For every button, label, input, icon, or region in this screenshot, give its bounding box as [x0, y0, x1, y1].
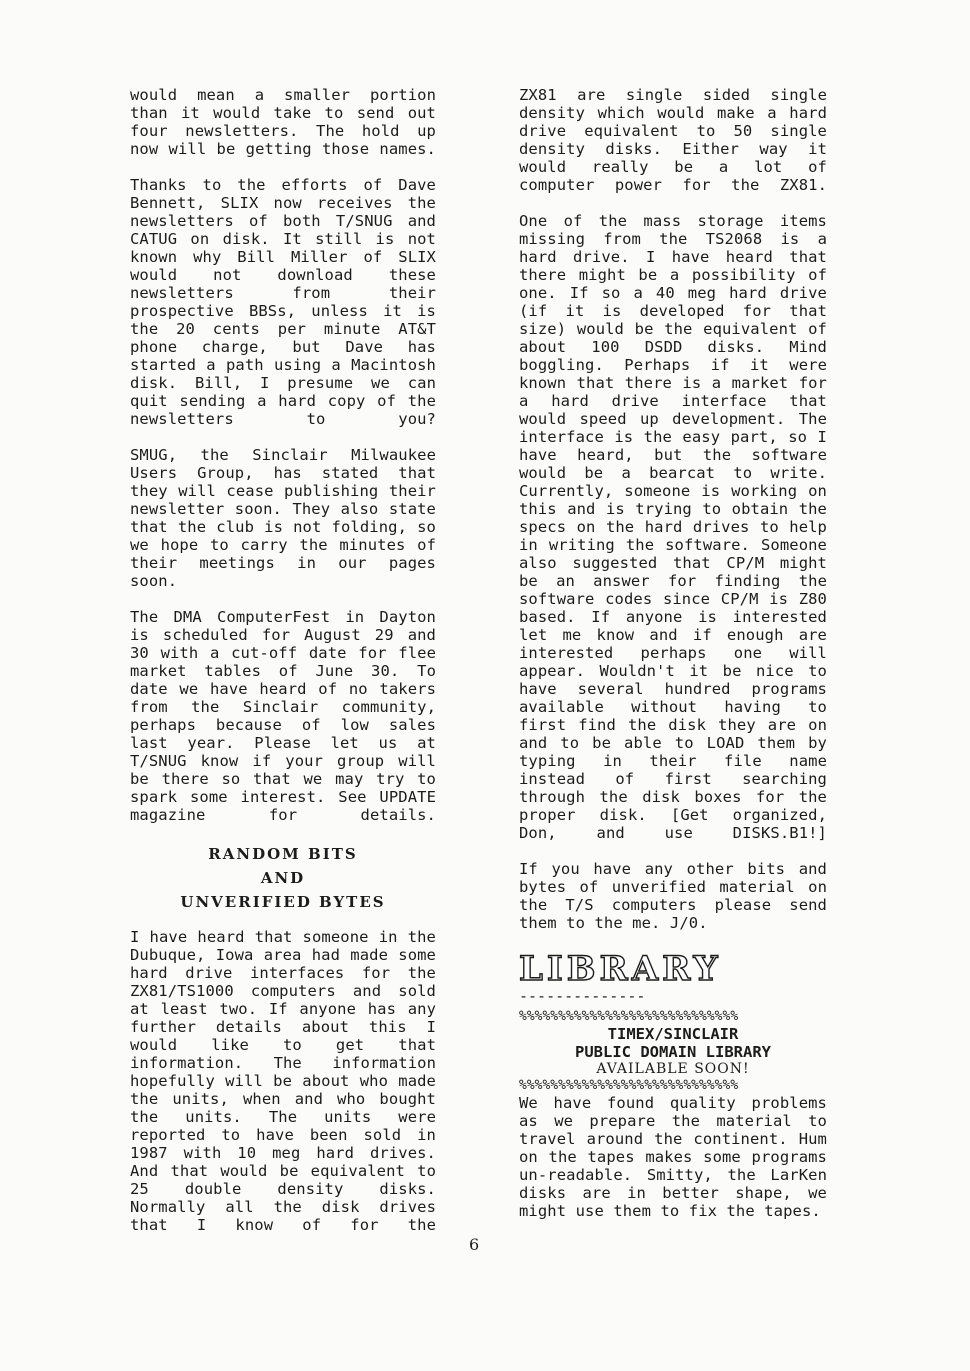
- dash-rule: --------------: [519, 987, 646, 1005]
- section-heading-line2: AND: [260, 869, 306, 887]
- library-heading-line1: TIMEX/SINCLAIR: [607, 1025, 739, 1043]
- percent-rule-bottom: %%%%%%%%%%%%%%%%%%%%%%%%%%%%: [519, 1078, 739, 1093]
- page-number: 6: [469, 1235, 480, 1254]
- paragraph-dubuque-hard-drive: I have heard that someone in the Dubuque, Iowa area had made some hard drive interfaces for the ZX81/TS1000 computers and sold at least two. If anyone has any further details about this I would like to get that information. The information hopefully will be about who made the units, when and who bought the units. The units were reported to have been sold in 1987 with 10 meg hard drives. And that would be equivalent to 25 double density disks. Normally all the disk drives that I know of for the: [130, 928, 436, 1234]
- section-heading-line1: RANDOM BITS: [208, 845, 358, 863]
- section-heading-line3: UNVERIFIED BYTES: [180, 893, 386, 911]
- paragraph-unverified-material: If you have any other bits and bytes of unverified material on the T/S computers please send them to the me. J/0.: [519, 860, 827, 932]
- paragraph-dma-computerfest: The DMA ComputerFest in Dayton is scheduled for August 29 and 30 with a cut-off date for flee market tables of June 30. To date we have heard of no takers from the Sinclair community, perhaps because of low sales last year. Please let us at T/SNUG know if your group will be there so that we may try to spark some interest. See UPDATE magazine for details.: [130, 608, 436, 824]
- percent-rule-top: %%%%%%%%%%%%%%%%%%%%%%%%%%%%: [519, 1009, 739, 1024]
- paragraph-ts2068-hard-drive: One of the mass storage items missing from the TS2068 is a hard drive. I have heard that there might be a possibility of one. If so a 40 meg hard drive (if it is developed for that size) would be the equivalent of about 100 DSDD disks. Mind boggling. Perhaps if it were known that there is a market for a hard drive interface that would speed up development. The interface is the easy part, so I have heard, but the software would be a bearcat to write. Currently, someone is working on this and is trying to obtain the specs on the hard drives to help in writing the software. Someone also suggested that CP/M might be an answer for finding the software codes since CP/M is Z80 based. If anyone is interested let me know and if enough are interested perhaps one will appear. Wouldn't it be nice to have several hundred programs available without having to first find the disk they are on and to be able to LOAD them by typing in their file name instead of first searching through the disk boxes for the proper disk. [Get organized, Don, and use DISKS.B1!]: [519, 212, 827, 842]
- paragraph-hold-up: would mean a smaller portion than it would take to send out four newsletters. The hold up now will be getting those names.: [130, 86, 436, 158]
- paragraph-quality-problems: We have found quality problems as we prepare the material to travel around the continent. Hum on the tapes makes some programs un-readable. Smitty, the LarKen disks are in better shape, we might use them to fix the tapes.: [519, 1094, 827, 1220]
- paragraph-zx81-density: ZX81 are single sided single density which would make a hard drive equivalent to 50 single density disks. Either way it would really be a lot of computer power for the ZX81.: [519, 86, 827, 194]
- library-heading-line2: PUBLIC DOMAIN LIBRARY: [575, 1043, 771, 1061]
- paragraph-smug: SMUG, the Sinclair Milwaukee Users Group, has stated that they will cease publishing their newsletter soon. They also state that the club is not folding, so we hope to carry the minutes of their meetings in our pages soon.: [130, 446, 436, 590]
- paragraph-slix-newsletters: Thanks to the efforts of Dave Bennett, SLIX now receives the newsletters of both T/SNUG and CATUG on disk. It still is not known why Bill Miller of SLIX would not download these newsletters from their prospective BBSs, unless it is the 20 cents per minute AT&T phone charge, but Dave has started a path using a Macintosh disk. Bill, I presume we can quit sending a hard copy of the newsletters to you?: [130, 176, 436, 428]
- library-heading-line3: AVAILABLE SOON!: [596, 1061, 750, 1077]
- right-column: [519, 86, 827, 1238]
- section-heading-random-bits: [130, 842, 436, 914]
- left-column: [130, 86, 436, 1252]
- library-title: LIBRARY: [519, 949, 722, 989]
